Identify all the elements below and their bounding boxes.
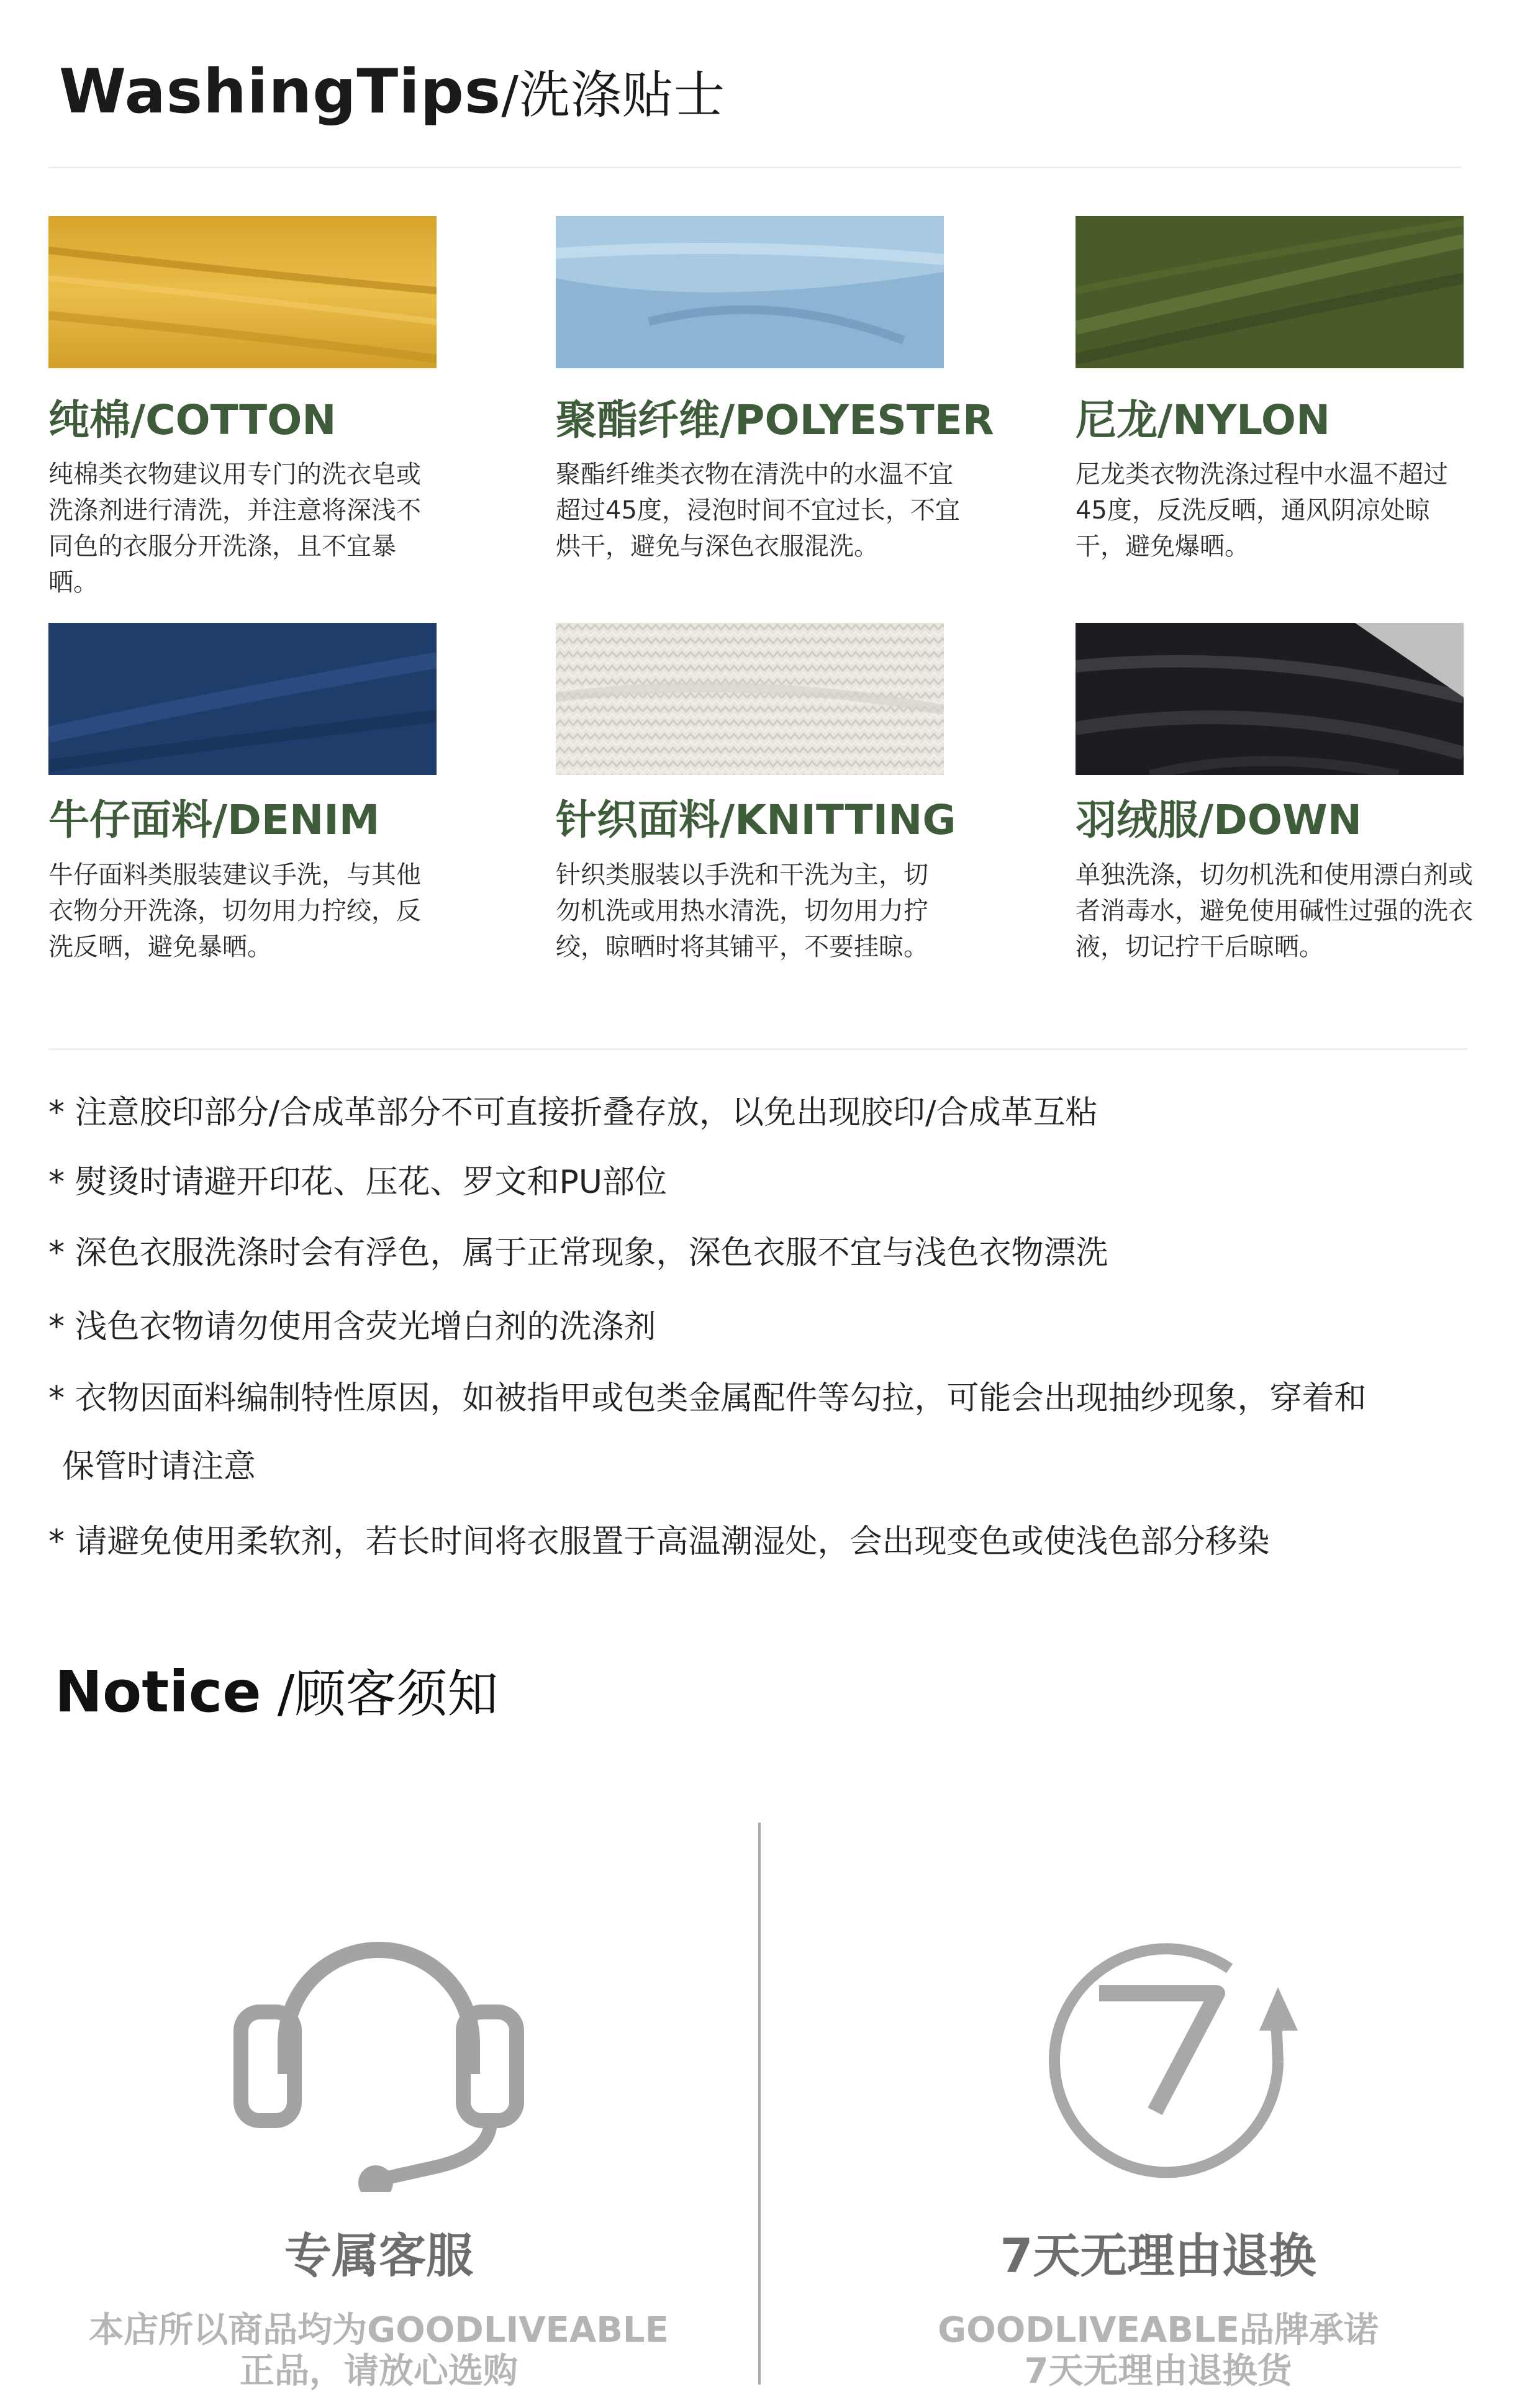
note-item: * 熨烫时请避开印花、压花、罗文和PU部位 (48, 1164, 667, 1201)
down-desc: 单独洗涤，切勿机洗和使用漂白剂或者消毒水，避免使用碱性过强的洗衣液，切记拧干后晾晒。 (1076, 861, 1473, 961)
notice-item-text: 正品，请放心选购 (240, 2351, 518, 2391)
polyester-name: 聚酯纤维/POLYESTER (556, 396, 994, 444)
notice-item-text: 本店所以商品均为GOODLIVEABLE (89, 2310, 669, 2350)
down-swatch (1076, 623, 1464, 775)
washing-tips-title-en: WashingTips (59, 57, 502, 127)
headset-icon (230, 1906, 528, 2192)
notice-title (55, 1655, 498, 1732)
notice-title-cn: /顾客须知 (261, 1665, 499, 1724)
middle-divider (48, 1048, 1467, 1050)
nylon-name: 尼龙/NYLON (1076, 396, 1331, 444)
notice-item-title: 7天无理由退换 (1000, 2228, 1316, 2283)
note-item: * 请避免使用柔软剂，若长时间将衣服置于高温潮湿处，会出现变色或使浅色部分移染 (48, 1523, 1270, 1561)
notice-title-en: Notice (55, 1659, 261, 1725)
note-item-continuation: 保管时请注意 (62, 1448, 256, 1485)
note-item: * 注意胶印部分/合成革部分不可直接折叠存放，以免出现胶印/合成革互粘 (48, 1094, 1098, 1131)
note-item: * 浅色衣物请勿使用含荧光增白剂的洗涤剂 (48, 1308, 656, 1346)
down-name: 羽绒服/DOWN (1076, 796, 1362, 844)
denim-swatch (48, 623, 437, 775)
knitting-name: 针织面料/KNITTING (556, 796, 956, 844)
note-item: * 衣物因面料编制特性原因，如被指甲或包类金属配件等勾拉，可能会出现抽纱现象，穿着和 (48, 1380, 1367, 1417)
knitting-desc: 针织类服装以手洗和干洗为主，切勿机洗或用热水清洗，切勿用力拧绞，晾晒时将其铺平，不要挂晾。 (556, 861, 928, 961)
washing-tips-title-cn: /洗涤贴士 (501, 66, 725, 125)
nylon-desc: 尼龙类衣物洗涤过程中水温不超过45度，反洗反晒，通风阴凉处晾干，避免爆晒。 (1076, 460, 1448, 561)
cotton-swatch (48, 216, 437, 368)
notice-item-text: 7天无理由退换货 (1024, 2351, 1292, 2391)
notice-divider (758, 1823, 761, 2385)
nylon-swatch (1076, 216, 1464, 368)
polyester-desc: 聚酯纤维类衣物在清洗中的水温不宜超过45度，浸泡时间不宜过长，不宜烘干，避免与深色衣服混洗。 (556, 460, 960, 561)
note-item: * 深色衣服洗涤时会有浮色，属于正常现象，深色衣服不宜与浅色衣物漂洗 (48, 1235, 1108, 1272)
denim-desc: 牛仔面料类服装建议手洗，与其他衣物分开洗涤，切勿用力拧绞，反洗反晒，避免暴晒。 (48, 861, 421, 961)
denim-name: 牛仔面料/DENIM (48, 796, 380, 844)
cotton-name: 纯棉/COTTON (48, 396, 337, 444)
notice-item-title: 专属客服 (284, 2228, 473, 2283)
top-divider (48, 166, 1461, 168)
cotton-desc: 纯棉类衣物建议用专门的洗衣皂或洗涤剂进行清洗，并注意将深浅不同色的衣服分开洗涤，且不宜暴晒。 (48, 460, 421, 597)
notice-item-text: GOODLIVEABLE品牌承诺 (938, 2310, 1379, 2350)
washing-tips-title (59, 55, 725, 133)
knitting-swatch (556, 623, 944, 775)
polyester-swatch (556, 216, 944, 368)
seven-day-return-icon (1025, 1906, 1310, 2192)
